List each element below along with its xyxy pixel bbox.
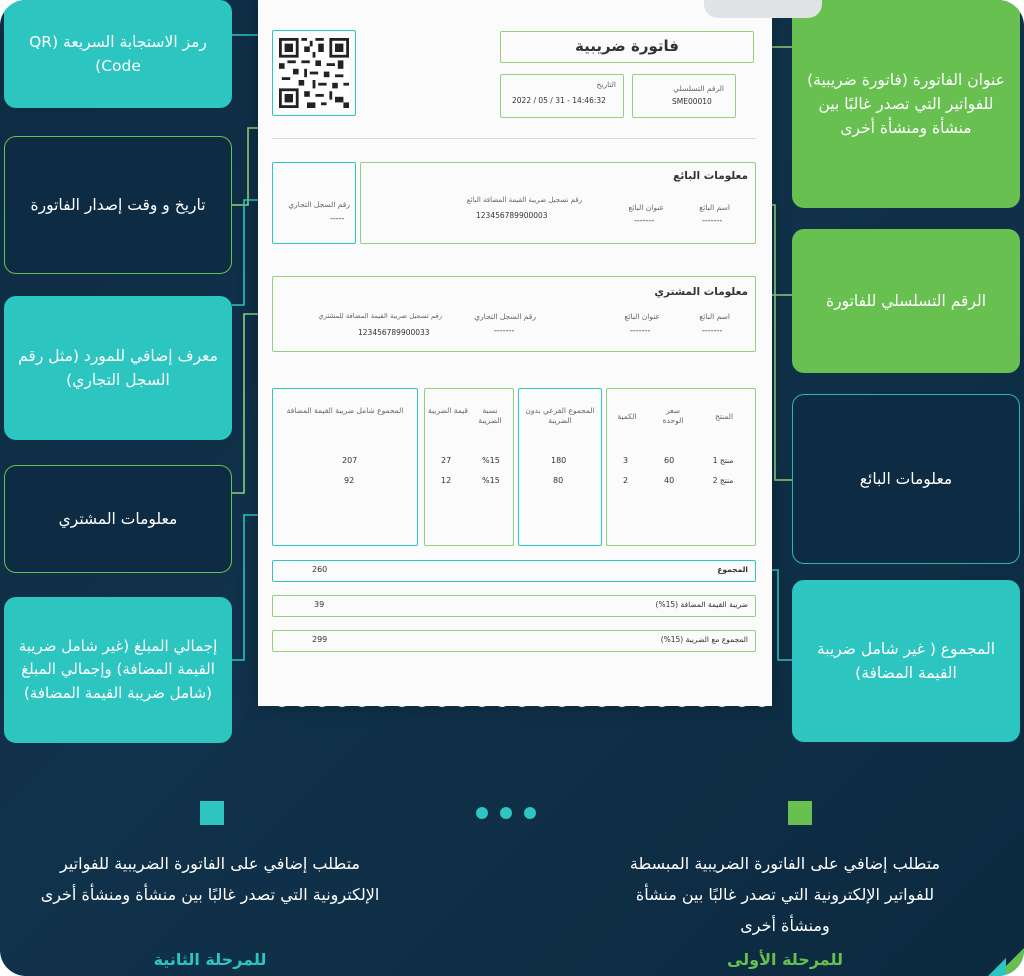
grand-total-value: 299	[312, 635, 328, 644]
seller-vat-label: رقم تسجيل ضريبة القيمة المضافة البائع	[466, 196, 582, 204]
buyer-cr-label: رقم السجل التجاري	[474, 312, 536, 321]
torn-paper-edge	[258, 690, 772, 714]
buyer-vat-value: 123456789900033	[358, 328, 430, 337]
divider	[272, 138, 756, 139]
th-tax-amount: قيمة الضريبة	[428, 406, 468, 415]
seller-address-value: -------	[634, 216, 655, 225]
serial-label: الرقم التسلسلي	[673, 84, 724, 93]
callout-buyer-info: معلومات المشتري	[4, 465, 232, 573]
th-tax-rate: نسبة الضريبة	[478, 406, 502, 425]
invoice-title: فاتورة ضريبية	[574, 37, 679, 55]
callout-totals: إجمالي المبلغ (غير شامل ضريبة القيمة المضافة) وإجمالي المبلغ (شامل ضريبة القيمة المضافة)	[4, 597, 232, 743]
buyer-heading: معلومات المشتري	[654, 286, 748, 298]
buyer-cr-value: -------	[494, 326, 515, 335]
qr-code-icon	[279, 38, 349, 108]
green-square-icon	[788, 801, 812, 825]
date-value: 2022 / 05 / 31 - 14:46:32	[512, 96, 606, 105]
phase-one-label: للمرحلة الأولى	[726, 950, 844, 969]
buyer-name-label: اسم البائع	[699, 312, 730, 321]
callout-qr-code: رمز الاستجابة السريعة (QR Code)	[4, 0, 232, 108]
cell-tax-rate: %15	[482, 476, 500, 485]
buyer-name-value: -------	[702, 326, 723, 335]
th-unit-price: سعر الوحدة	[662, 406, 684, 425]
th-product: المنتج	[714, 412, 734, 421]
cell-quantity: 3	[623, 456, 629, 465]
callout-issue-datetime: تاريخ و وقت إصدار الفاتورة	[4, 136, 232, 274]
cell-unit-price: 60	[664, 456, 675, 465]
cell-tax-amount: 27	[441, 456, 452, 465]
cell-subtotal: 180	[551, 456, 567, 465]
cell-tax-amount: 12	[441, 476, 452, 485]
teal-square-icon	[200, 801, 224, 825]
vat-total-value: 39	[314, 600, 325, 609]
buyer-vat-label: رقم تسجيل ضريبة القيمة المضافة للمشتري	[318, 312, 442, 320]
seller-cr-label: رقم السجل التجاري	[288, 200, 350, 209]
sum-value: 260	[312, 565, 328, 574]
callout-seller-info: معلومات البائع	[792, 394, 1020, 564]
th-total: المجموع شامل ضريبة القيمة المضافة	[286, 406, 404, 415]
cell-subtotal: 80	[553, 476, 564, 485]
seller-cr-value: -----	[330, 214, 345, 223]
cell-unit-price: 40	[664, 476, 675, 485]
cell-total: 92	[344, 476, 355, 485]
seller-name-label: اسم البائع	[699, 203, 730, 212]
vat-total-label: ضريبة القيمة المضافة (15%)	[655, 600, 748, 609]
sum-label: المجموع	[717, 565, 748, 574]
grand-total-label: المجموع مع الضريبة (15%)	[660, 635, 748, 644]
callout-invoice-title: عنوان الفاتورة (فاتورة ضريبية) للفواتير التي تصدر غالبًا بين منشأة ومنشأة أخرى	[792, 0, 1020, 208]
dots-icon	[476, 807, 538, 819]
cell-product: منتج 2	[712, 476, 734, 485]
seller-address-label: عنوان البائع	[628, 203, 664, 212]
cell-product: منتج 1	[712, 456, 734, 465]
seller-vat-value: 123456789900003	[476, 211, 548, 220]
phase-two-label: للمرحلة الثانية	[153, 950, 267, 969]
buyer-address-label: عنوان البائع	[624, 312, 660, 321]
cell-total: 207	[342, 456, 358, 465]
date-label: التاريخ	[596, 80, 616, 89]
th-quantity: الكمية	[617, 412, 637, 421]
cell-tax-rate: %15	[482, 456, 500, 465]
seller-heading: معلومات البائع	[673, 170, 748, 182]
seller-name-value: -------	[702, 216, 723, 225]
serial-frame	[632, 74, 736, 118]
callout-serial-number: الرقم التسلسلي للفاتورة	[792, 229, 1020, 373]
paper-clip-tab	[704, 0, 822, 18]
phase-one-description: متطلب إضافي على الفاتورة الضريبية المبسطة للفواتير الإلكترونية التي تصدر غالبًا بين منشأة ومنشأة أخرى	[629, 854, 941, 936]
callout-subtotal: المجموع ( غير شامل ضريبة القيمة المضافة)	[792, 580, 1020, 742]
corner-triangle-icon	[984, 936, 1024, 976]
phase-two-description: متطلب إضافي على الفاتورة الضريبية للفواتير الإلكترونية التي تصدر غالبًا بين منشأة ومنشأة أخرى	[40, 854, 380, 905]
th-subtotal: المجموع الفرعي بدون الضريبة	[525, 406, 595, 425]
serial-value: SME00010	[672, 97, 712, 106]
buyer-address-value: -------	[630, 326, 651, 335]
cell-quantity: 2	[623, 476, 629, 485]
callout-supplier-id: معرف إضافي للمورد (مثل رقم السجل التجاري)	[4, 296, 232, 440]
